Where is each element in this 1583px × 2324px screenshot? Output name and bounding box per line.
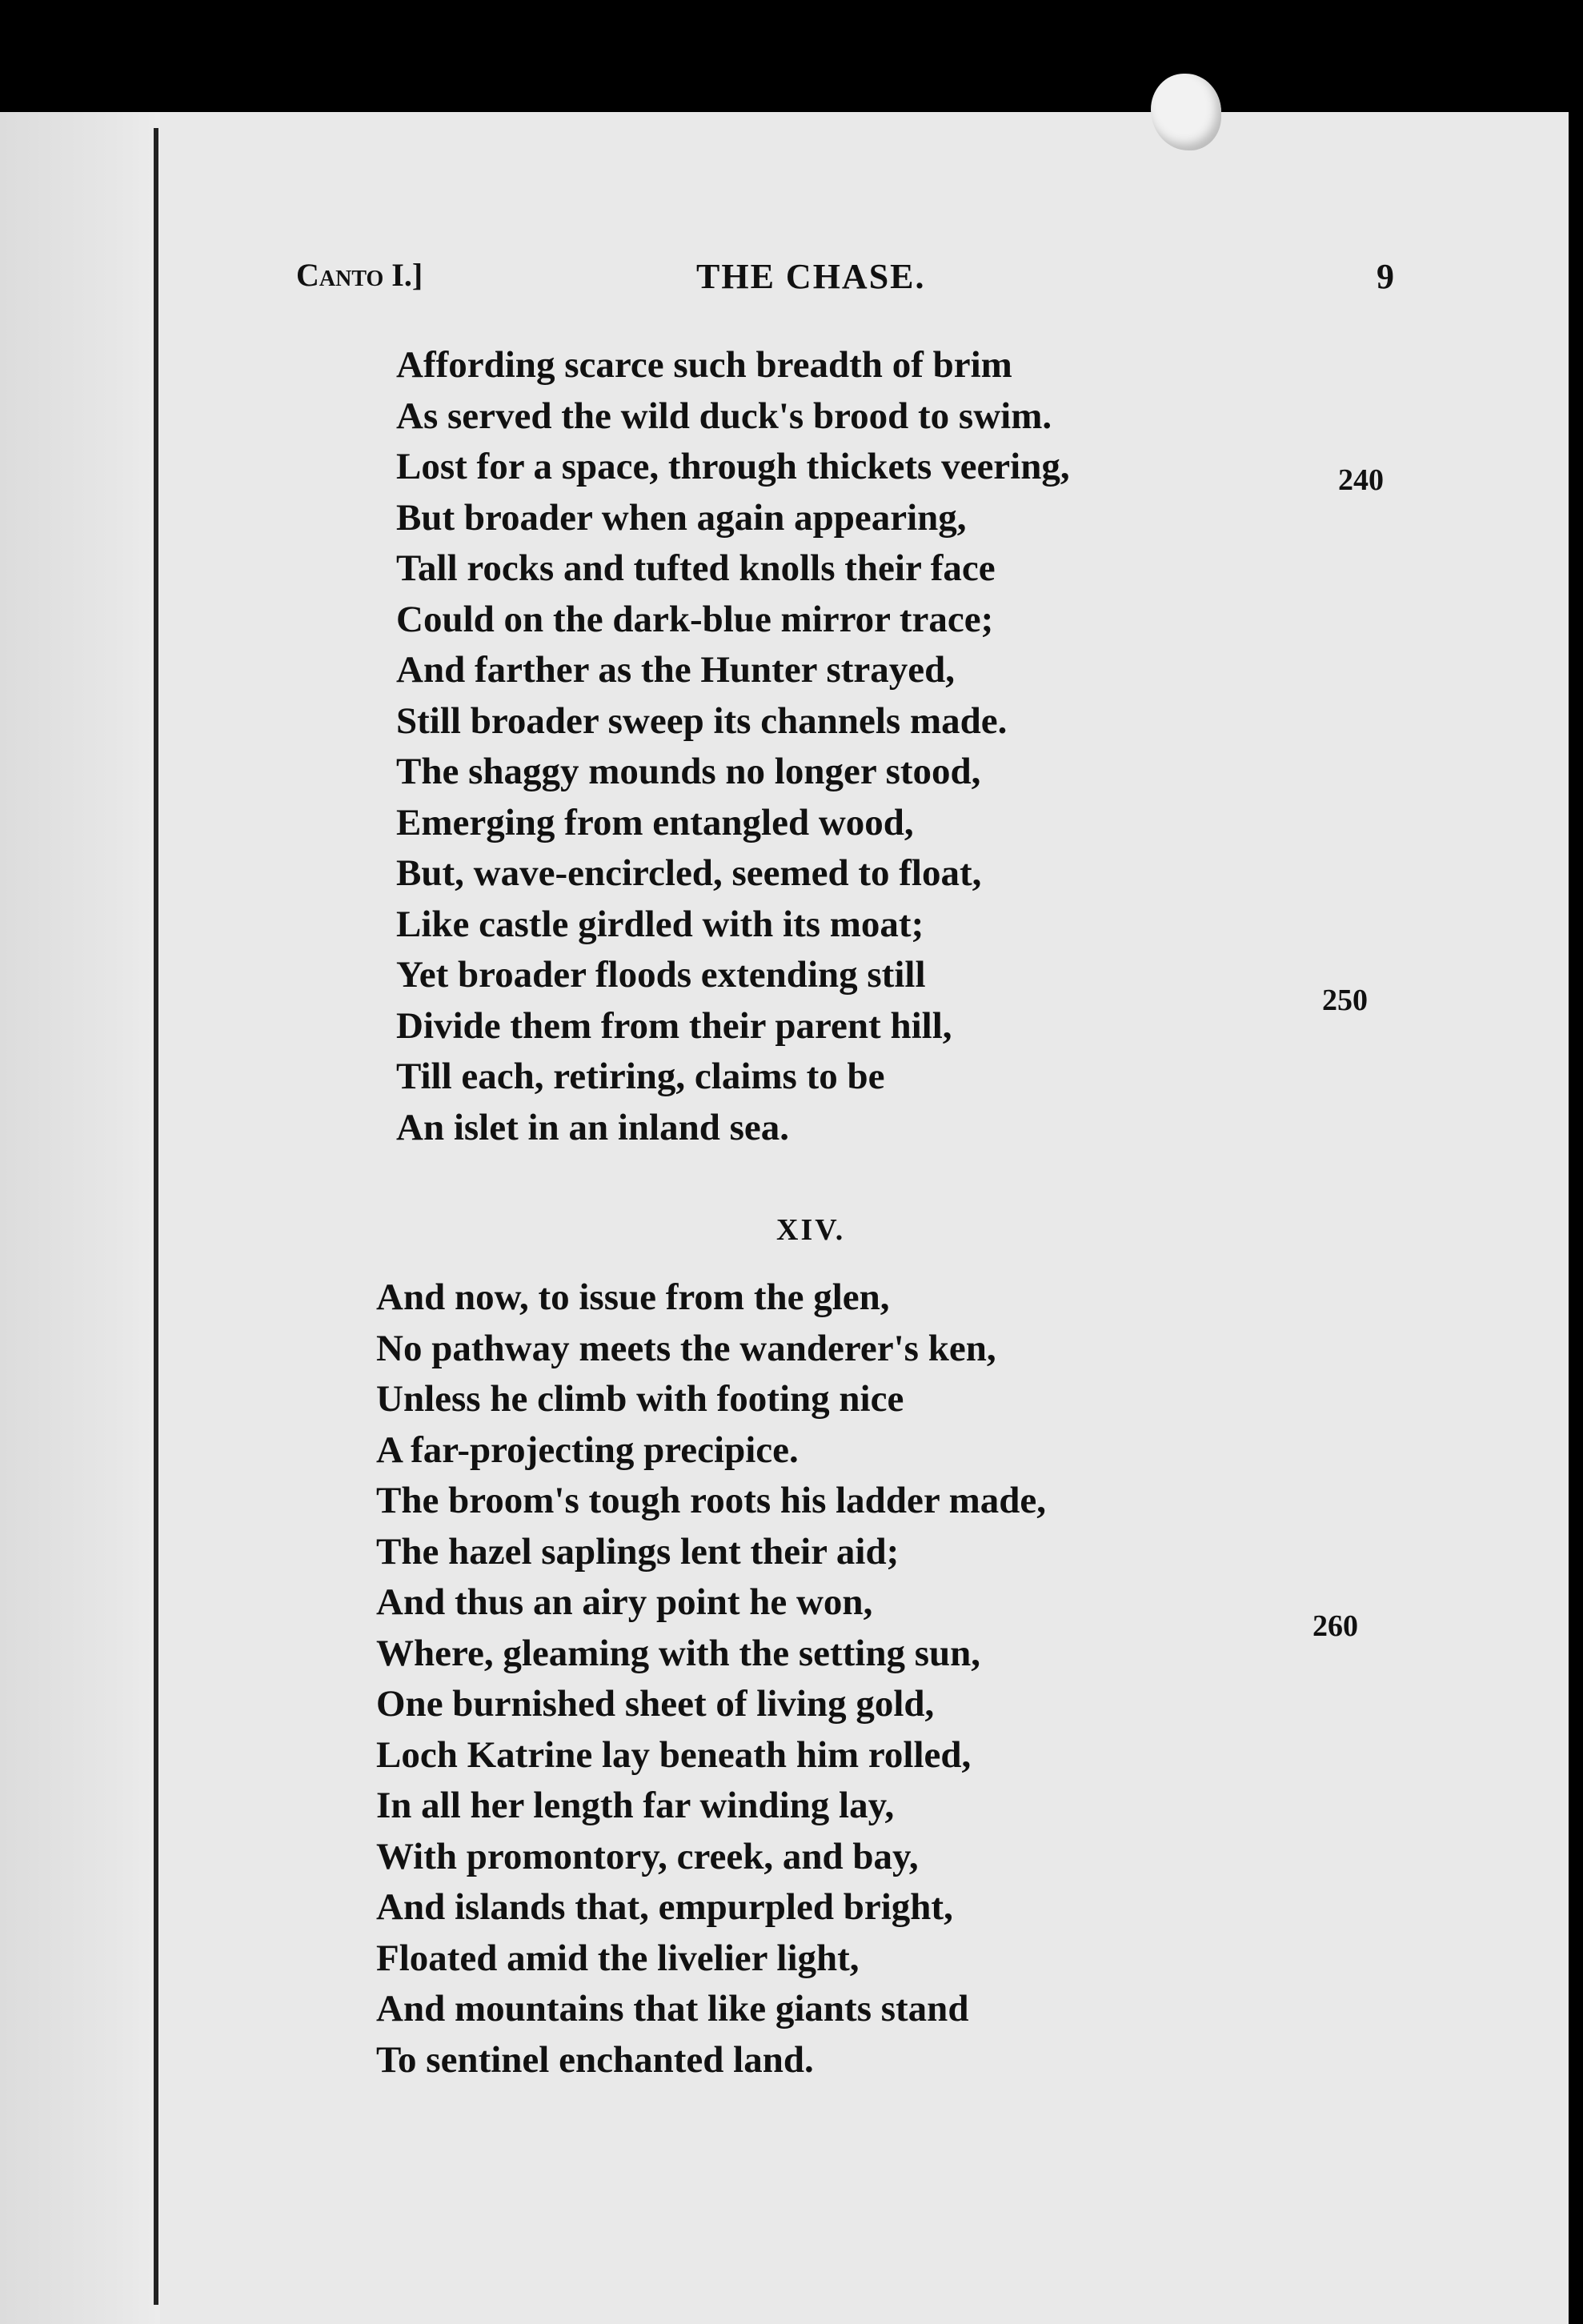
verse-stanza-xiv [376,1272,1046,2086]
verse-line: Like castle girdled with its moat; [396,903,924,945]
verse-line: One burnished sheet of living gold, [376,1683,935,1725]
verse-line: Divide them from their parent hill, [396,1004,952,1047]
verse-line: A far-projecting precipice. [376,1428,799,1471]
verse-line: And now, to issue from the glen, [376,1276,890,1318]
verse-line: Loch Katrine lay beneath him rolled, [376,1733,972,1776]
verse-line: As served the wild duck's brood to swim. [396,395,1052,437]
verse-line: Tall rocks and tufted knolls their face [396,547,996,589]
verse-line: And islands that, empurpled bright, [376,1886,953,1928]
header-canto: Canto I.] [296,257,423,293]
running-header [296,256,1417,304]
stanza-number: XIV. [776,1213,846,1247]
verse-line: No pathway meets the wanderer's ken, [376,1327,996,1369]
header-title: THE CHASE. [696,257,926,296]
verse-line: Till each, retiring, claims to be [396,1056,885,1097]
verse-line: Could on the dark-blue mirror trace; [396,598,994,640]
verse-line: Yet broader floods extending still [396,954,926,996]
verse-stanza-xiii [396,340,1070,1153]
verse-line: To sentinel enchanted land. [376,2038,814,2081]
verse-line: The broom's tough roots his ladder made, [376,1480,1046,1521]
verse-line: The shaggy mounds no longer stood, [396,751,981,792]
verse-line: And farther as the Hunter strayed, [396,649,956,691]
verse-line: Lost for a space, through thickets veering, [396,446,1070,487]
page-fold [154,128,158,2305]
verse-line: Emerging from entangled wood, [396,801,914,843]
line-number-240: 240 [1338,463,1384,497]
verse-line: The hazel saplings lent their aid; [376,1530,900,1573]
verse-line: Still broader sweep its channels made. [396,699,1008,742]
verse-line: In all her length far winding lay, [376,1785,895,1826]
verse-line: Where, gleaming with the setting sun, [376,1632,981,1674]
verse-line: And mountains that like giants stand [376,1988,969,2029]
page-number: 9 [1377,257,1394,296]
verse-line: An islet in an inland sea. [396,1106,790,1148]
verse-line: But, wave-encircled, seemed to float, [396,852,982,894]
verse-line: With promontory, creek, and bay, [376,1835,919,1877]
verse-line: But broader when again appearing, [396,496,967,539]
page-gutter [0,112,160,2324]
line-number-260: 260 [1312,1609,1358,1643]
verse-line: Affording scarce such breadth of brim [396,344,1012,386]
line-number-250: 250 [1322,984,1368,1017]
verse-line: And thus an airy point he won, [376,1581,873,1623]
verse-line: Floated amid the livelier light, [376,1937,860,1979]
verse-line: Unless he climb with footing nice [376,1378,904,1420]
